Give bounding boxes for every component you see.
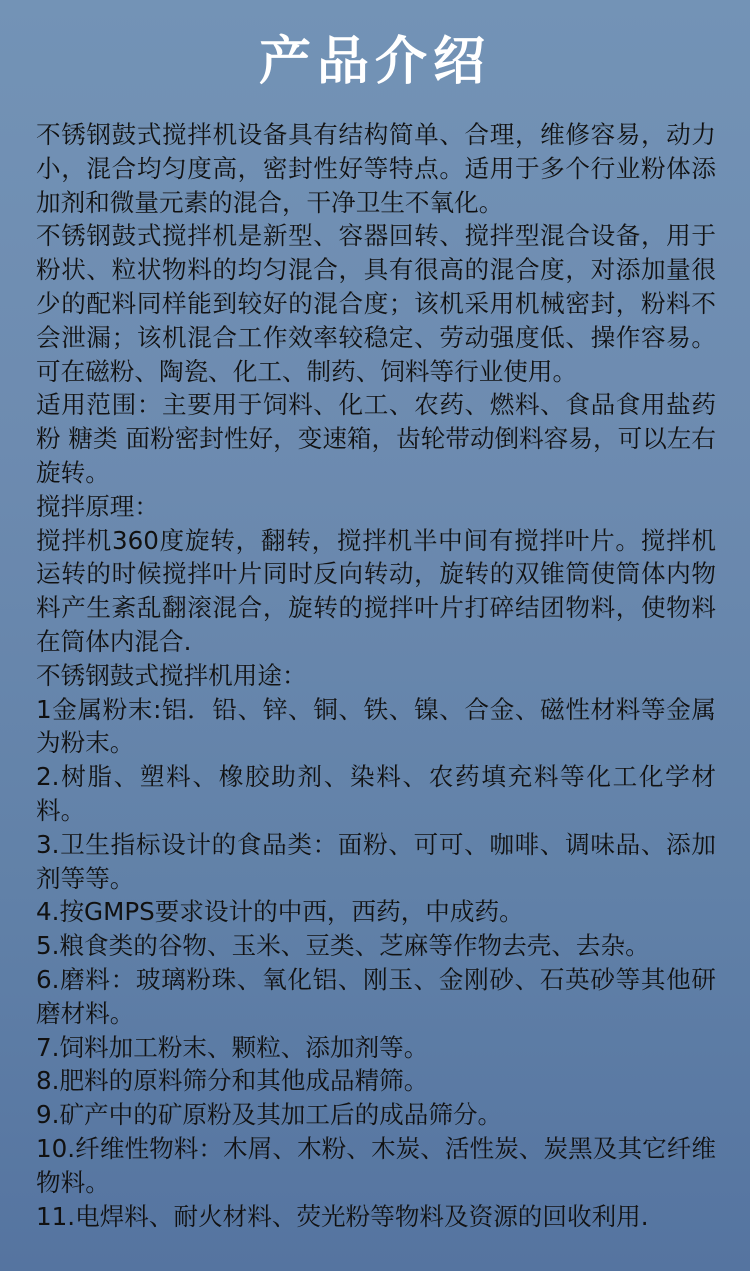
page-title: 产品介绍 — [258, 32, 491, 92]
use-item-8: 8.肥料的原料筛分和其他成品精筛。 — [36, 1066, 429, 1096]
use-item-7: 7.饲料加工粉末、颗粒、添加剂等。 — [36, 1032, 429, 1062]
use-item-9: 9.矿产中的矿原粉及其加工后的成品筛分。 — [36, 1100, 503, 1130]
use-item-1: 1金属粉末:铝．铅、锌、铜、铁、镍、合金、磁性材料等金属为粉末。 — [36, 694, 716, 758]
product-description — [36, 118, 716, 1233]
mixing-principle-heading: 搅拌原理： — [36, 491, 159, 521]
intro-paragraph: 不锈钢鼓式搅拌机设备具有结构简单、合理，维修容易，动力小，混合均匀度高，密封性好等特点。适用于多个行业粉体添加剂和微量元素的混合，干净卫生不氧化。 — [36, 120, 716, 217]
application-scope-paragraph: 适用范围：主要用于饲料、化工、农药、燃料、食品食用盐药粉 糖类 面粉密封性好，变速箱，齿轮带动倒料容易，可以左右旋转。 — [36, 390, 716, 487]
use-item-2: 2.树脂、塑料、橡胶助剂、染料、农药填充料等化工化学材料。 — [36, 762, 716, 825]
use-item-10: 10.纤维性物料：木屑、木粉、木炭、活性炭、炭黑及其它纤维物料。 — [36, 1133, 716, 1197]
use-item-3: 3.卫生指标设计的食品类：面粉、可可、咖啡、调味品、添加剂等等。 — [36, 829, 716, 893]
description-paragraph: 不锈钢鼓式搅拌机是新型、容器回转、搅拌型混合设备，用于粉状、粒状物料的均匀混合，具有很高的混合度，对添加量很少的配料同样能到较好的混合度；该机采用机械密封，粉料不会泄漏；该机混合工作效率较稳定、劳动强度低、操作容易。可在磁粉、陶瓷、化工、制药、饲料等行业使用。 — [36, 221, 716, 386]
use-item-4: 4.按GMPS要求设计的中西，西药，中成药。 — [36, 897, 524, 927]
use-item-5: 5.粮食类的谷物、玉米、豆类、芝麻等作物去壳、去杂。 — [36, 931, 650, 961]
use-item-11: 11.电焊料、耐火材料、荧光粉等物料及资源的回收利用. — [36, 1201, 649, 1231]
mixing-principle-paragraph: 搅拌机360度旋转，翻转，搅拌机半中间有搅拌叶片。搅拌机运转的时候搅拌叶片同时反向转动，旋转的双锥筒使筒体内物料产生紊乱翻滚混合，旋转的搅拌叶片打碎结团物料，使物料在筒体内混合. — [36, 525, 716, 656]
uses-heading: 不锈钢鼓式搅拌机用途： — [36, 660, 307, 690]
use-item-6: 6.磨料：玻璃粉珠、氧化铝、刚玉、金刚砂、石英砂等其他研磨材料。 — [36, 964, 716, 1028]
